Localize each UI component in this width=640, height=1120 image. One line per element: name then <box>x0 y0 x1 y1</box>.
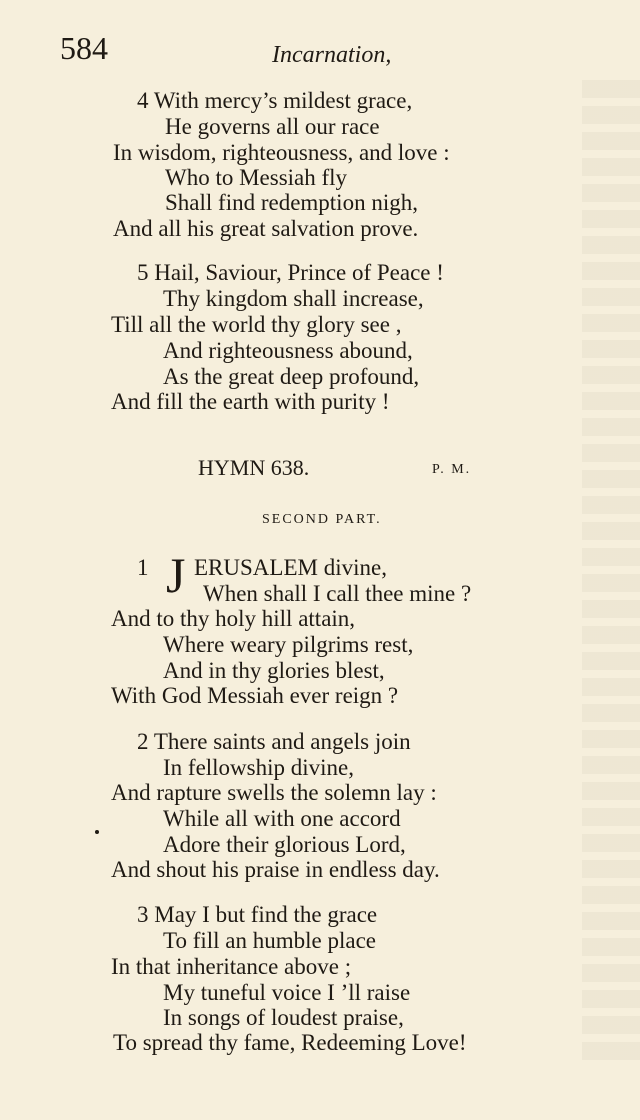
stanza-line: As the great deep profound, <box>163 364 420 389</box>
stanza-line: Thy kingdom shall increase, <box>163 286 424 311</box>
stanza-line: In songs of loudest praise, <box>163 1005 404 1030</box>
stanza-line: My tuneful voice I ’ll raise <box>163 980 411 1005</box>
stanza-line: And to thy holy hill attain, <box>111 606 356 631</box>
stanza-line: And in thy glories blest, <box>163 658 385 683</box>
part-heading: SECOND PART. <box>262 512 382 527</box>
stanza-line: Where weary pilgrims rest, <box>163 632 414 657</box>
hymn-title: HYMN 638. <box>198 455 310 480</box>
stanza-line: 5 Hail, Saviour, Prince of Peace ! <box>137 260 444 285</box>
stanza-line: He governs all our race <box>165 114 380 139</box>
stanza-number: 1 <box>137 555 149 580</box>
page-number: 584 <box>60 30 108 66</box>
stanza-line: Shall find redemption nigh, <box>165 190 418 215</box>
stray-mark <box>95 830 99 834</box>
hymn-meter: P. M. <box>432 462 472 477</box>
stanza-line: With God Messiah ever reign ? <box>111 683 399 708</box>
stanza-line: When shall I call thee mine ? <box>203 581 472 606</box>
stanza-line: In wisdom, righteousness, and love : <box>113 140 450 165</box>
stanza-line: Who to Messiah fly <box>165 165 348 190</box>
page-header <box>60 30 420 70</box>
stanza-line: 2 There saints and angels join <box>137 729 411 754</box>
stanza-line: In that inheritance above ; <box>111 954 352 979</box>
stanza-line: To spread thy fame, Redeeming Love! <box>113 1030 467 1055</box>
stanza-line: 3 May I but find the grace <box>137 902 378 927</box>
running-title: Incarnation, <box>272 42 392 68</box>
stanza-line: And fill the earth with purity ! <box>111 389 390 414</box>
stanza-line: Till all the world thy glory see , <box>111 312 402 337</box>
stanza-line: In fellowship divine, <box>163 755 354 780</box>
drop-cap: J <box>166 547 186 603</box>
bleed-through-shadow <box>582 80 640 1060</box>
stanza-line: ERUSALEM divine, <box>194 555 387 580</box>
stanza-line: And rapture swells the solemn lay : <box>111 780 437 805</box>
stanza-line: And shout his praise in endless day. <box>111 857 440 882</box>
stanza-line: Adore their glorious Lord, <box>163 832 406 857</box>
stanza-line: 4 With mercy’s mildest grace, <box>137 88 413 113</box>
stanza-line: And all his great salvation prove. <box>113 216 419 241</box>
stanza-line: While all with one accord <box>163 806 401 831</box>
stanza-line: To fill an humble place <box>163 928 376 953</box>
stanza-line: And righteousness abound, <box>163 338 413 363</box>
